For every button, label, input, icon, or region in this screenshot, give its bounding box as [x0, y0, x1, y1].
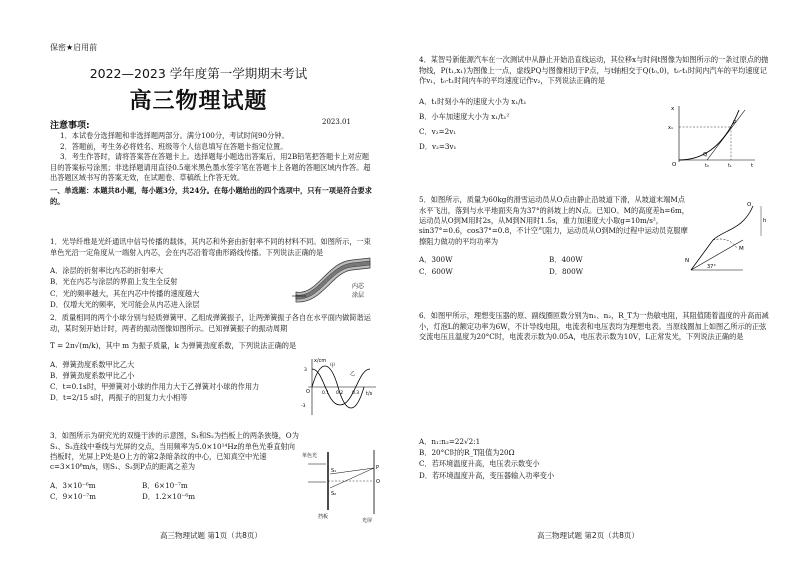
optical-fiber-figure [292, 252, 376, 304]
question-stem: 5．如图所示，质量为60kg的滑雪运动员从O点由静止沿坡道下滑，从坡道末端M点水平飞出，落到与水平地面夹角为37°的斜坡上的N点。已知O、M的高度差h=6m，运动员从O到M用时2s，从M到N用时1.5s，重力加速度大小取g=10m/s²，sin37°=0.6，cos37°=0.8，不计空气阻力，运动员从O到M的过程中运动员克服摩擦阻力做功的平均功率为 [419, 195, 689, 246]
option-a: A．t₁时刻小车的速度大小为 x₁/t₁ [419, 96, 527, 106]
barrier-label: 挡板 [318, 514, 329, 520]
question-stem: 4．某智号新能源汽车在一次测试中从静止开始沿直线运动，其位移x与时间t图像为如图所示的一条过原点的抛物线，P(t₁,x₁)为图像上一点，虚线PQ与图像相切于P点，与t轴相交于Q(t₀,0)，t₀-t₁时间内汽车的平均速度记作v₁，t₀-t₁时间内车的平均速度记作v₂，下列说法正确的是 [419, 55, 769, 85]
point-p-label: P [376, 465, 380, 471]
x1-label: x₁ [668, 125, 673, 131]
option-c: C．600W [419, 266, 453, 276]
period-formula: T = 2π√(m/k)，其中 m 为振子质量，k 为弹簧劲度系数，下列说法正确的是 [50, 341, 297, 351]
question-6-options [419, 436, 739, 481]
light-label: 单色光 [302, 453, 318, 459]
t1-label: t₁ [728, 164, 732, 168]
question-stem: 2．质量相同的两个小球分别与轻质弹簧甲、乙组成弹簧振子，让两弹簧振子各自在水平面内做简谐运动，某时刻开始计时，两者的振动图像如图所示。已知弹簧振子的振动周期 [50, 313, 371, 333]
axis-t-label: t/s [366, 391, 373, 397]
option-b: B．小车加速度大小为 x₁/t₁² [419, 111, 510, 121]
question-6 [419, 304, 771, 350]
option-d: D．t=2/15 s时，两振子的回复力大小相等 [50, 393, 188, 403]
notes [50, 131, 372, 207]
section-heading: 一、单选题：本题共8小题，每小题3分，共24分。在每小题给出的四个选项中，只有一项是符合要求的。 [50, 185, 372, 206]
origin-label: O [306, 389, 310, 395]
point-q-label: Q [703, 152, 708, 158]
page-footer: 高三物理试题 第2页（共8页） [537, 531, 639, 540]
option-c: C．9×10⁻⁷m [50, 492, 96, 502]
ski-jump-figure [683, 200, 769, 280]
option-a: A．涂层的折射率比内芯的折射率大 [50, 266, 164, 276]
confidential-mark: 保密★启用前 [50, 43, 98, 52]
page-footer: 高三物理试题 第1页（共8页） [160, 531, 262, 540]
tick-label: 3 [304, 368, 307, 373]
option-c: C．光的频率越大，其在内芯中传播的速度越大 [50, 288, 200, 298]
axis-x-label: x/cm [314, 358, 327, 364]
tick-label: 0.3 [352, 391, 360, 396]
option-a: A．n₁:n₂=22√2:1 [419, 437, 481, 446]
option-b: B．弹簧劲度系数甲比乙小 [50, 370, 135, 380]
option-a: A．3×10⁻⁶m [50, 481, 96, 490]
tick-label: 0.1 [322, 391, 330, 396]
axis-t-label: t [751, 163, 754, 168]
option-b: B．光在内芯与涂层的界面上发生全反射 [50, 277, 178, 287]
option-d: D．v₂=3v₁ [419, 141, 457, 151]
angle-label: 37° [707, 264, 716, 270]
position-time-graph [667, 102, 759, 168]
cladding-label: 涂层 [352, 292, 365, 299]
note-item: 1．本试卷分选择题和非选择题两部分。满分100分，考试时间90分钟。 [60, 131, 289, 140]
page-2 [397, 0, 794, 561]
note-item: 3．考生作答时，请将答案答在答题卡上。选择题每小题选出答案后，用2B铅笔把答题卡上对应题目的答案标号涂黑；非选择题请用直径0.5毫米黑色墨水签字笔在答题卡上各题的答题区域内作答。超出答题区域书写的答案无效，在试题卷、草稿纸上作答无效。 [50, 152, 371, 183]
screen-label: 光屏 [362, 518, 373, 524]
tick-label: 0.2 [336, 391, 344, 396]
exam-title: 2022—2023 学年度第一学期期末考试 [89, 66, 308, 81]
option-c: C．若环境温度升高，电压表示数变小 [419, 459, 540, 469]
origin-label: O [672, 162, 677, 168]
t0-label: t₀ [705, 164, 709, 168]
point-p-label: P [733, 120, 737, 126]
curve-jia-label: 甲 [330, 363, 336, 369]
note-item: 2．答题前，考生务必将姓名、班级等个人信息填写在答题卡指定位置。 [60, 141, 288, 151]
double-slit-figure [300, 448, 382, 524]
point-m-label: M [739, 246, 744, 252]
option-d: D．800W [549, 266, 584, 276]
option-b: B．400W [549, 255, 583, 265]
point-o-label: O [747, 202, 752, 208]
option-c: C．v₂=2v₁ [419, 126, 457, 136]
option-d: D．1.2×10⁻⁶m [142, 492, 196, 502]
slit-s1-label: S₁ [331, 468, 337, 474]
point-o-label: O [376, 479, 380, 485]
exam-date: 2023.01 [322, 118, 351, 126]
subject-title: 高三物理试题 [129, 89, 268, 114]
slit-s2-label: S₂ [331, 491, 337, 497]
option-b: B．20°C时的R_T阻值为20Ω [419, 448, 515, 458]
question-stem: 3．如图所示为研究光的双缝干涉的示意图，S₁和S₂为挡板上的两条狭缝，O为S₁、S₂连线中垂线与光屏的交点，当用频率为5.0×10¹⁴Hz的单色光垂直射向挡板时，光屏上P处是O上方的第2条暗条纹的中心，已知真空中光速c=3×10⁸m/s，则S₁、S₂到P点的距离之差为 [50, 431, 299, 472]
height-label: h [763, 218, 767, 224]
vibration-graph [300, 355, 380, 419]
option-d: D．仅增大光的频率，光可能会从内芯进入涂层 [50, 299, 200, 309]
curve-yi-label: 乙 [350, 371, 356, 377]
option-b: B．6×10⁻⁷m [142, 481, 188, 490]
core-label: 内芯 [352, 283, 365, 290]
option-d: D．若环境温度升高，变压器输入功率变小 [419, 470, 555, 480]
option-a: A．弹簧劲度系数甲比乙大 [50, 359, 135, 369]
notes-title: 注意事项: [50, 121, 90, 131]
axis-x-label: x [671, 106, 675, 112]
question-stem: 6．如图甲所示，理想变压器的原、副线圈匝数分别为n₁、n₂，R_T为一热敏电阻，其阻值随着温度的升高而减小，灯泡L的额定功率为6W，不计导线电阻，电流表和电压表均为理想电表。当原线圈加上如图乙所示的正弦交流电压且温度为20°C时，电流表示数为0.05A，电压表示数为10V，L正常发光，下列说法正确的是 [419, 311, 769, 341]
option-c: C．t=0.1s时，甲弹簧对小球的作用力大于乙弹簧对小球的作用力 [50, 382, 260, 392]
question-stem: 1．光导纤维是光纤通讯中信号传播的载体，其内芯和外套由折射率不同的材料不同。如图所示，一束单色光沿一定角度从一端射入内芯，会在内芯沿着弯曲形路线传播。下列说法正确的是 [50, 237, 371, 257]
option-a: A．300W [419, 255, 453, 265]
tick-label: -3 [301, 404, 306, 409]
point-n-label: N [685, 258, 690, 264]
